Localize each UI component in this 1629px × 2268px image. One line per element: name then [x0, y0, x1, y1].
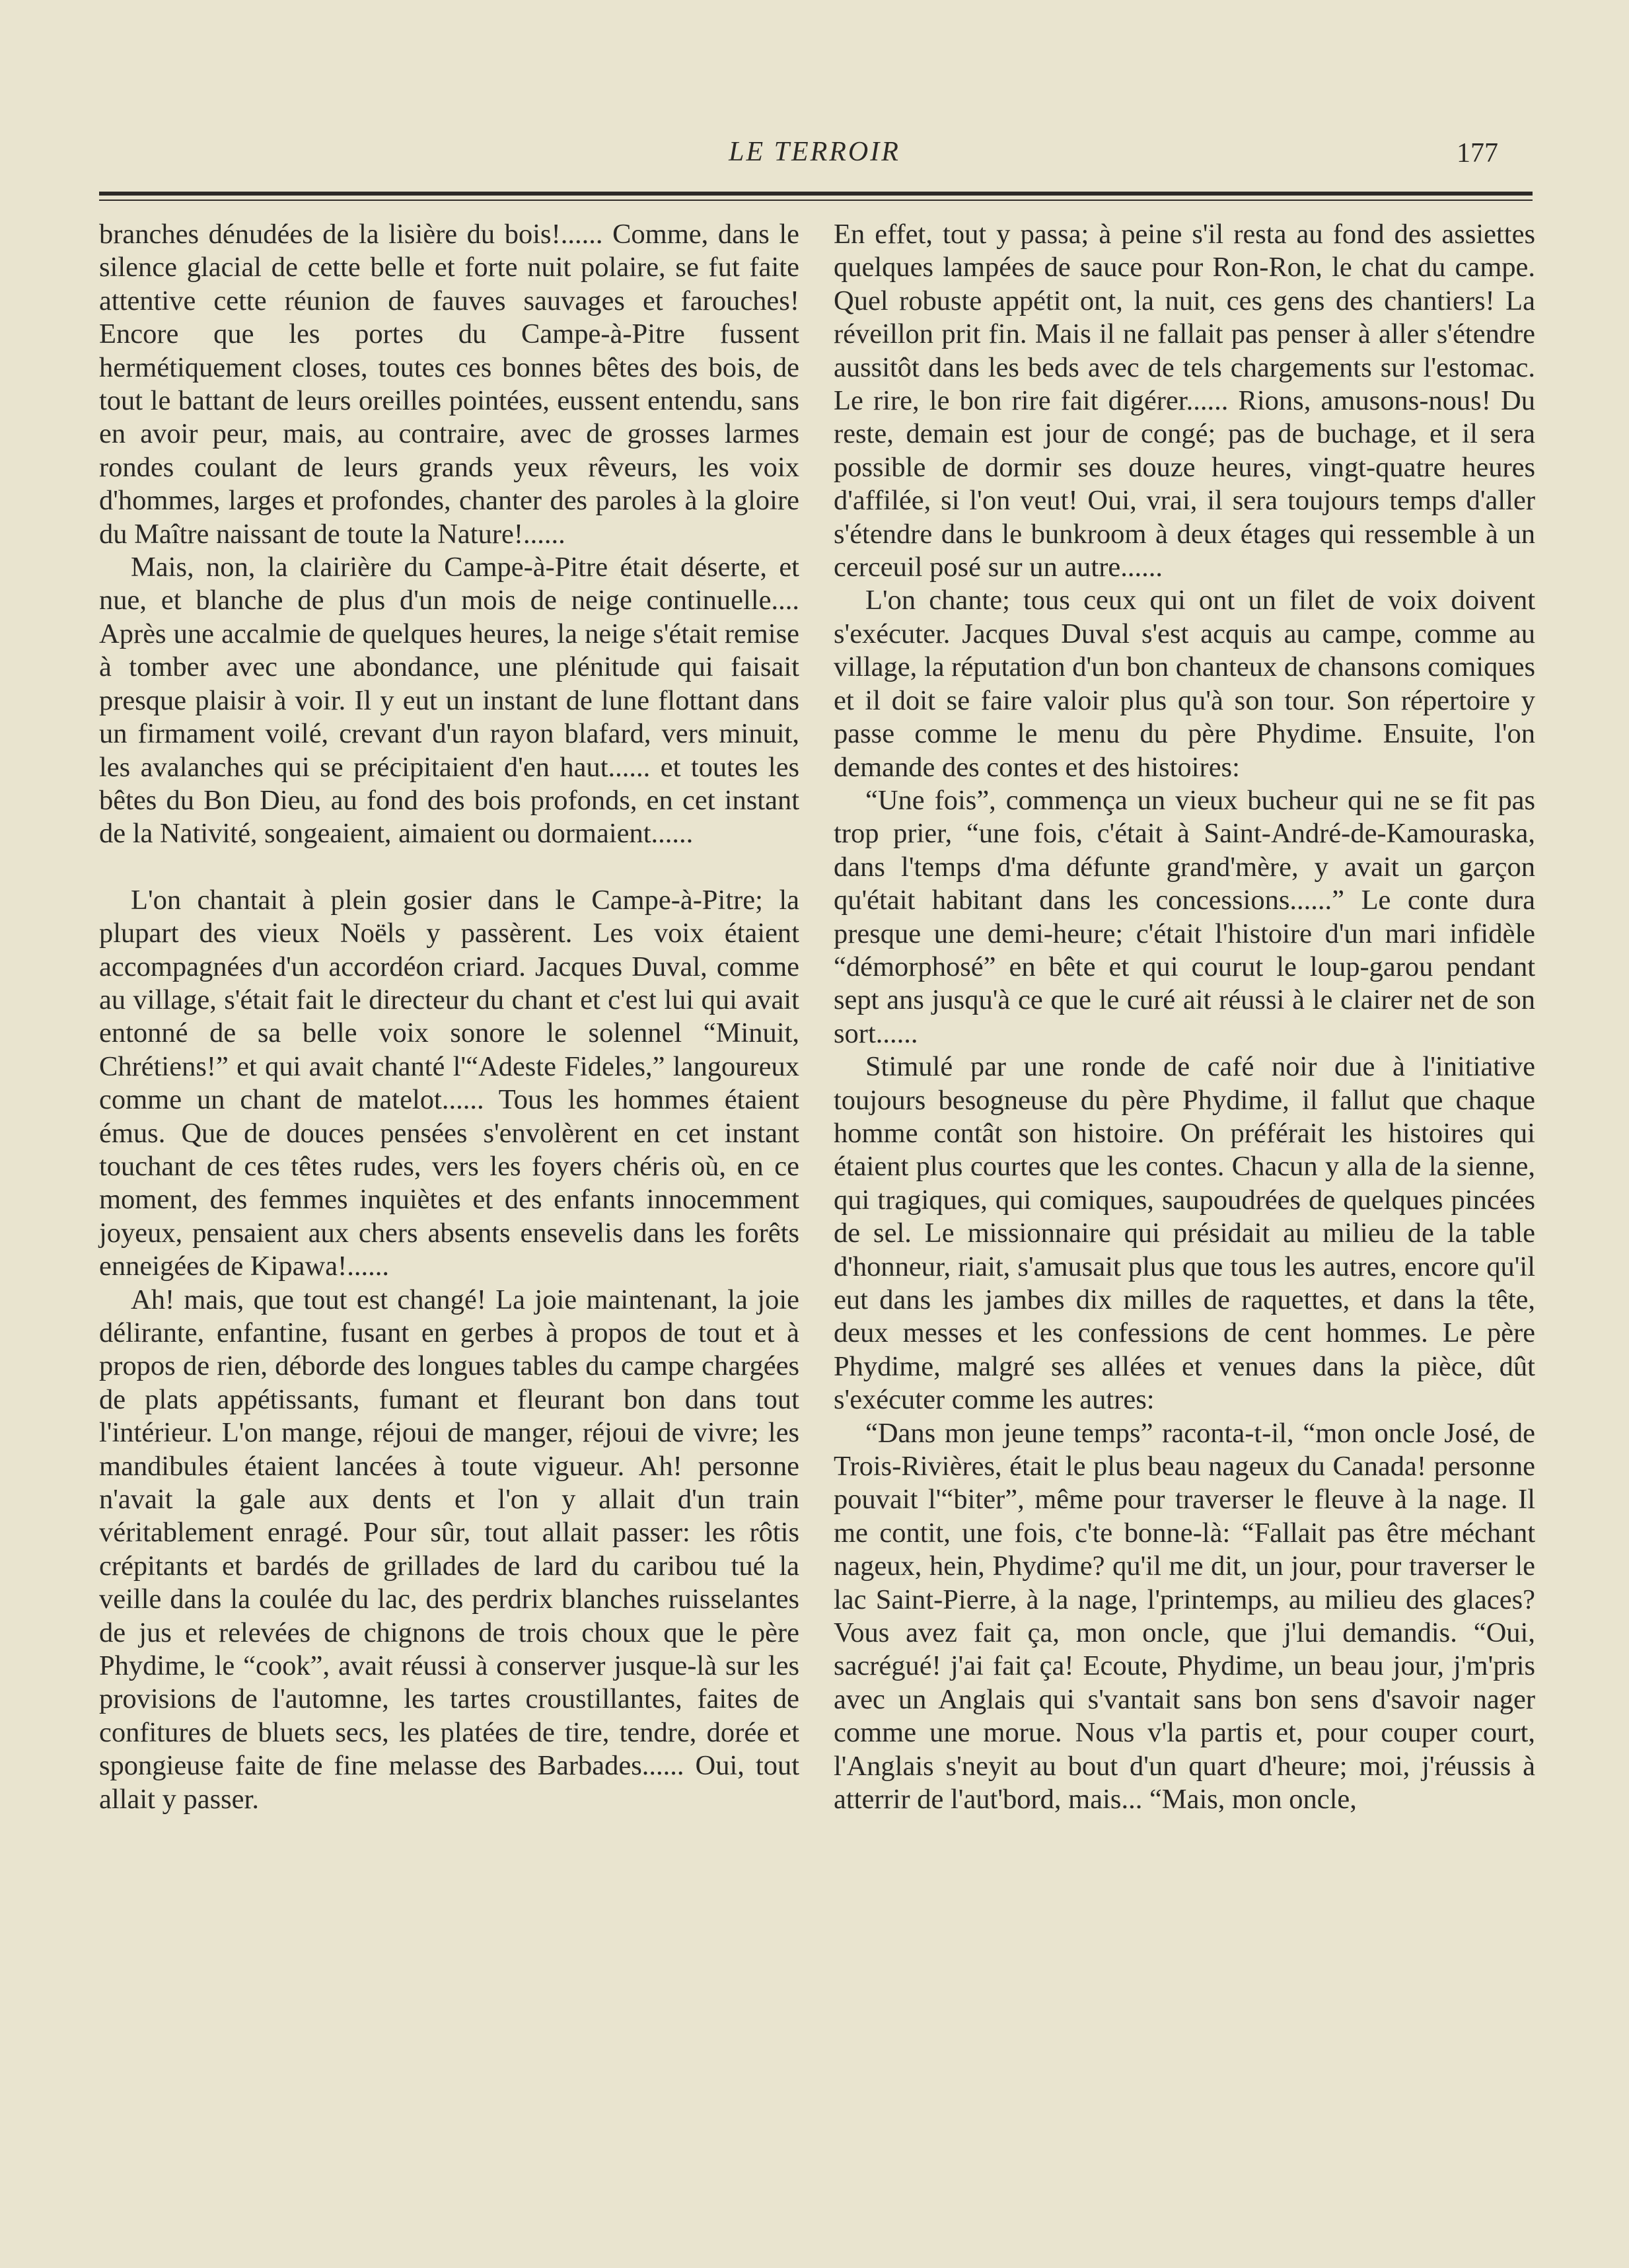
paragraph: L'on chantait à plein gosier dans le Campe-à-Pitre; la plupart des vieux Noëls y passèrent. Les voix étaient accompagnées d'un accordéon criard. Jacques Duval, comme au village, s'était fait le directeur du chant et c'est lui qui avait entonné de sa belle voix sonore le solennel “Minuit, Chrétiens!” et qui avait chanté l'“Adeste Fideles,” langoureux comme un chant de matelot...... Tous les hommes étaient émus. Que de douces pensées s'envolèrent en cet instant touchant de ces têtes rudes, vers les foyers chéris où, en ce moment, des femmes inquiètes et des enfants innocemment joyeux, pensaient aux chers absents ensevelis dans les forêts enneigées de Kipawa!...... [99, 884, 799, 1282]
left-column [99, 218, 799, 1816]
paragraph: Mais, non, la clairière du Campe-à-Pitre était déserte, et nue, et blanche de plus d'un mois de neige continuelle.... Après une accalmie de quelques heures, la neige s'était remise à tomber avec une abondance, une plénitude qui faisait presque plaisir à voir. Il y eut un instant de lune flottant dans un firmament voilé, crevant d'un rayon blafard, vers minuit, les avalanches qui se précipitaient d'en haut...... et toutes les bêtes du Bon Dieu, au fond des bois profonds, en cet instant de la Nativité, songeaient, aimaient ou dormaient...... [99, 552, 799, 850]
header-rule-thick [99, 192, 1533, 196]
paragraph: branches dénudées de la lisière du bois!...... Comme, dans le silence glacial de cette belle et forte nuit polaire, se fut faite attentive cette réunion de fauves sauvages et farouches! Encore que les portes du Campe-à-Pitre fussent hermétiquement closes, toutes ces bonnes bêtes des bois, de tout le battant de leurs oreilles pointées, eussent entendu, sans en avoir peur, mais, au contraire, avec de grosses larmes rondes coulant de leurs grands yeux rêveurs, les voix d'hommes, larges et profondes, chanter des paroles à la gloire du Maître naissant de toute la Nature!...... [99, 219, 799, 550]
paragraph: En effet, tout y passa; à peine s'il resta au fond des assiettes quelques lampées de sauce pour Ron-Ron, le chat du campe. Quel robuste appétit ont, la nuit, ces gens des chantiers! La réveillon prit fin. Mais il ne fallait pas penser à aller s'étendre aussitôt dans les beds avec de tels chargements sur l'estomac. Le rire, le bon rire fait digérer...... Rions, amusons-nous! Du reste, demain est jour de congé; pas de buchage, et il sera possible de dormir ses douze heures, vingt-quatre heures d'affilée, si l'on veut! Oui, vrai, il sera toujours temps d'aller s'étendre dans le bunkroom à deux étages qui ressemble à un cerceuil posé sur un autre...... [834, 219, 1535, 583]
right-column [834, 218, 1535, 1817]
paragraph: L'on chante; tous ceux qui ont un filet de voix doivent s'exécuter. Jacques Duval s'est acquis au campe, comme au village, la réputation d'un bon chanteux de chansons comiques et il doit se faire valoir plus qu'à son tour. Son répertoire y passe comme le menu du père Phydime. Ensuite, l'on demande des contes et des histoires: [834, 585, 1535, 783]
running-header-title: LE TERROIR [729, 137, 900, 167]
paragraph: Stimulé par une ronde de café noir due à l'initiative toujours besogneuse du père Phydime, il fallut que chaque homme contât son histoire. On préférait les histoires qui étaient plus courtes que les contes. Chacun y alla de la sienne, qui tragiques, qui comiques, saupoudrées de quelques pincées de sel. Le missionnaire qui présidait au milieu de la table d'honneur, riait, s'amusait plus que tous les autres, encore qu'il eut dans les jambes dix milles de raquettes, et dans la tête, deux messes et les confessions de cent hommes. Le père Phydime, malgré ses allées et venues dans la pièce, dût s'exécuter comme les autres: [834, 1051, 1535, 1416]
header-rule-thin [99, 200, 1533, 201]
page-number: 177 [1457, 138, 1498, 168]
paragraph: Ah! mais, que tout est changé! La joie maintenant, la joie délirante, enfantine, fusant en gerbes à propos de tout et à propos de rien, déborde des longues tables du campe chargées de plats appétissants, fumant et fleurant bon dans tout l'intérieur. L'on mange, réjoui de manger, réjoui de vivre; les mandibules étaient lancées à toute vigueur. Ah! personne n'avait la gale aux dents et l'on y allait d'un train véritablement enragé. Pour sûr, tout allait passer: les rôtis crépitants et bardés de grillades de lard du caribou tué la veille dans la coulée du lac, des perdrix blanches ruisselantes de jus et relevées de chignons de trois choux que le père Phydime, le “cook”, avait réussi à conserver jusque-là sur les provisions de l'automne, les tartes croustillantes, faites de confitures de bluets secs, les platées de tire, tendre, dorée et spongieuse faite de fine melasse des Barbades...... Oui, tout allait y passer. [99, 1284, 799, 1815]
paragraph: “Dans mon jeune temps” raconta-t-il, “mon oncle José, de Trois-Rivières, était le plus beau nageux du Canada! personne pouvait l'“biter”, même pour traverser le fleuve à la nage. Il me contit, une fois, c'te bonne-là: “Fallait pas être méchant nageux, hein, Phydime? qu'il me dit, un jour, pour traverser le lac Saint-Pierre, à la nage, l'printemps, au milieu des glaces? Vous avez fait ça, mon oncle, que j'lui demandis. “Oui, sacrégué! j'ai fait ça! Ecoute, Phydime, un beau jour, j'm'pris avec un Anglais qui s'vantait sans bon sens d'savoir nager comme une morue. Nous v'la partis et, pour couper court, l'Anglais s'neyit au bout d'un quart d'heure; moi, j'réussis à atterrir de l'aut'bord, mais... “Mais, mon oncle, [834, 1417, 1535, 1815]
paragraph: “Une fois”, commença un vieux bucheur qui ne se fit pas trop prier, “une fois, c'était à Saint-André-de-Kamouraska, dans l'temps d'ma défunte grand'mère, y avait un garçon qu'était habitant dans les concessions......” Le conte dura presque une demi-heure; c'était l'histoire d'un mari infidèle “démorphosé” en bête et qui courut le loup-garou pendant sept ans jusqu'à ce que le curé ait réussi à le clairer net de son sort...... [834, 784, 1535, 1049]
